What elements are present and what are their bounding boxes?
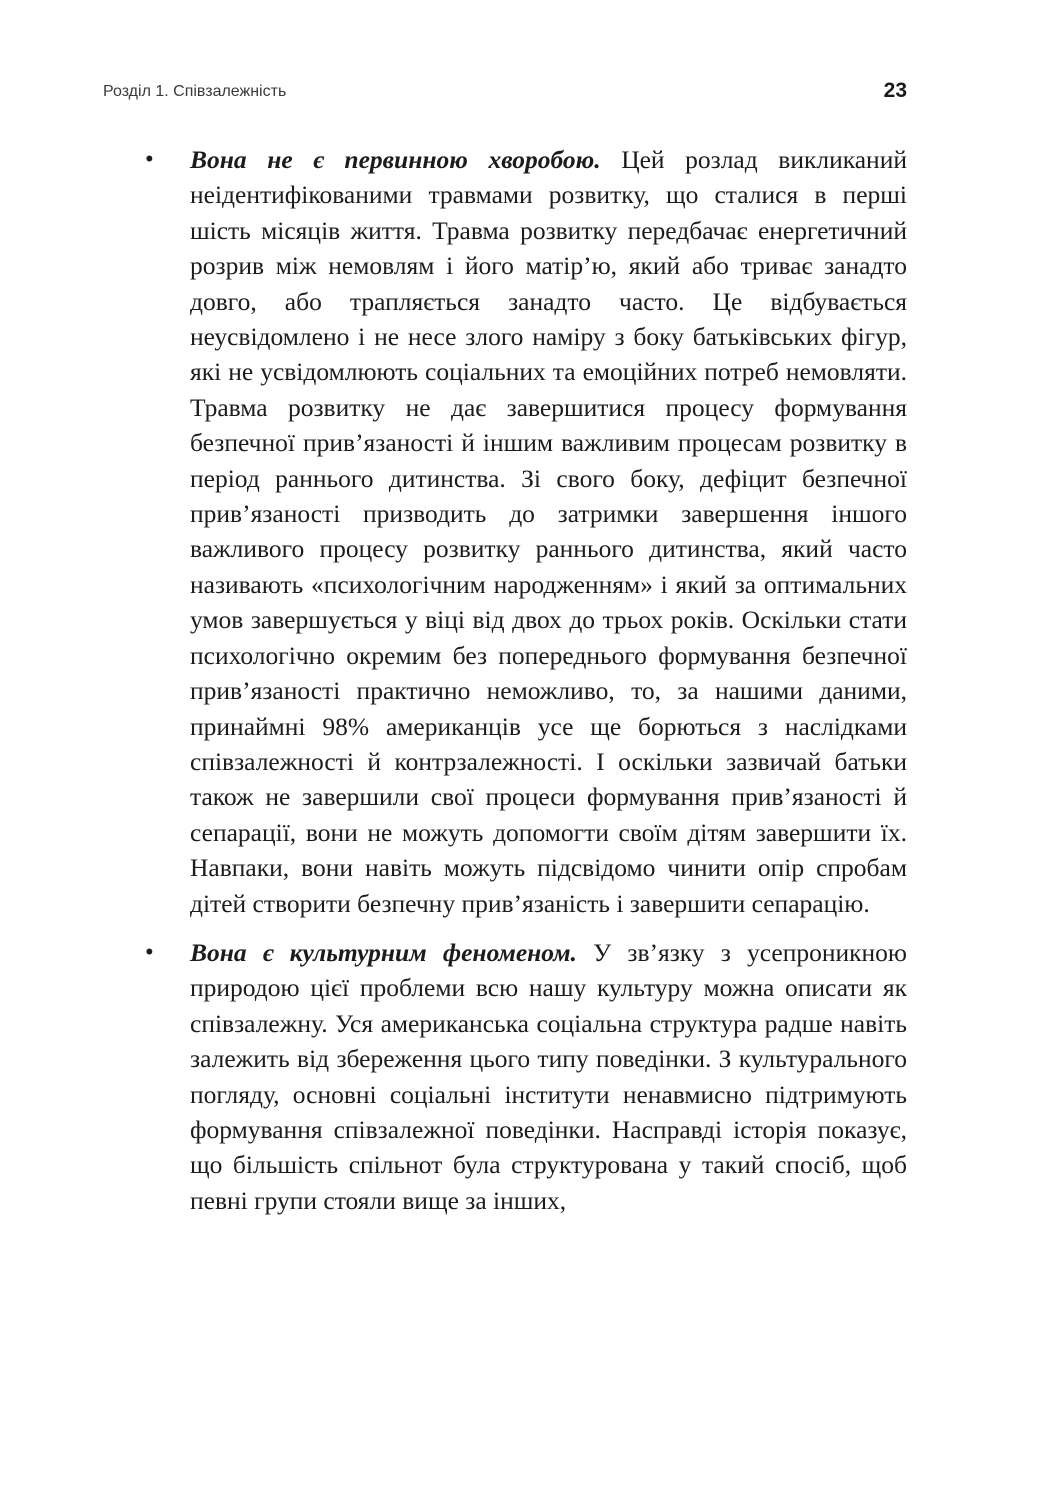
bullet-lead-phrase: Вона є культурним феноменом. [190, 937, 577, 967]
chapter-title: Розділ 1. Співзалежність [103, 83, 287, 100]
bullet-mark: • [145, 938, 154, 966]
bullet-item [145, 142, 907, 921]
bullet-item [145, 935, 907, 1218]
page-number: 23 [883, 79, 907, 102]
running-head [103, 80, 907, 104]
bullet-body-text: Цей розлад викликаний неідентифікованими травмами розвитку, що сталися в перші шість місяців життя. Травма розвитку передбачає енергетичний розрив між немовлям і його матір’ю, який або триває занадто довго, або трапляється занадто часто. Це відбувається неусвідомлено і не несе злого наміру з боку батьківських фігур, які не усвідомлюють соціальних та емоційних потреб немовляти. Травма розвитку не дає завершитися процесу формування безпечної прив’язаності й іншим важливим процесам розвитку в період раннього дитинства. Зі свого боку, дефіцит безпечної прив’язаності призводить до затримки завершення іншого важливого процесу розвитку раннього дитинства, який часто називають «психологічним народженням» і який за оптимальних умов завершується у віці від двох до трьох років. Оскільки стати психологічно окремим без попереднього формування безпечної прив’язаності практично неможливо, то, за нашими даними, принаймні 98% американців усе ще борються з наслідками співзалежності й контрзалежності. І оскільки зазвичай батьки також не завершили свої процеси формування прив’язаності й сепарації, вони не можуть допомогти своїм дітям завершити їх. Навпаки, вони навіть можуть підсвідомо чинити опір спробам дітей створити безпечну прив’язаність і завершити сепарацію. [190, 145, 907, 918]
bullet-lead-phrase: Вона не є первинною хворобою. [190, 145, 601, 174]
bullet-paragraph [190, 142, 907, 921]
bullet-body-text: У зв’язку з усепроникною природою цієї проблеми всю нашу культуру можна описати як співзалежну. Уся американська соціальна структура радше навіть залежить від збереження цього типу поведінки. З культурального погляду, основні соціальні інститути ненавмисно підтримують формування співзалежної поведінки. Насправді історія показує, що більшість спільнот була структурована у такий спосіб, щоб певні групи стояли вище за інших, [190, 937, 907, 1215]
bullet-mark: • [145, 146, 154, 173]
bullet-paragraph [190, 935, 907, 1218]
bullet-list [145, 142, 907, 1232]
